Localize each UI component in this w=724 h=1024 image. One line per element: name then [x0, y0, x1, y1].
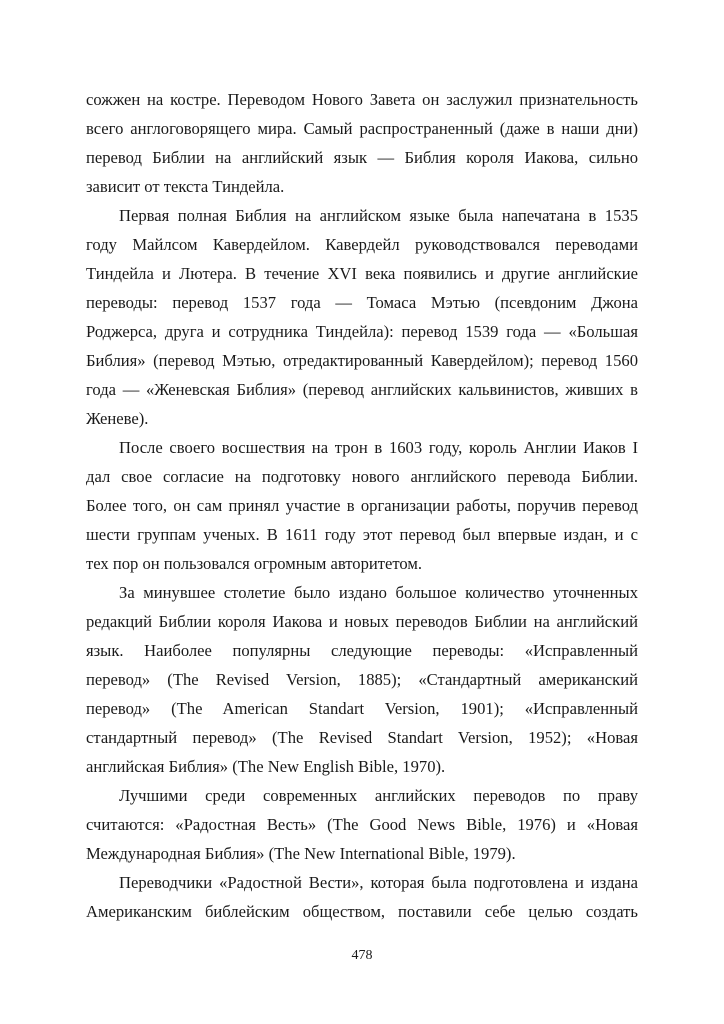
text-line: За минувшее столетие было издано большое количество уточненных: [119, 583, 638, 602]
text-line: перевод» (The American Standart Version, 1901); «Исправленный: [86, 699, 638, 718]
text-line: всего англоговорящего мира. Самый распространенный (даже в наши дни): [86, 119, 638, 138]
text-line: Переводчики «Радостной Вести», которая была подготовлена и издана: [119, 873, 638, 892]
text-line: тех пор он пользовался огромным авторитетом.: [86, 554, 423, 573]
paragraph-5: [86, 781, 638, 868]
text-line: Международная Библия» (The New International Bible, 1979).: [86, 844, 516, 863]
paragraph-2: [86, 201, 638, 433]
text-line: Женеве).: [86, 409, 149, 428]
page-number: 478: [351, 948, 373, 963]
text-line: сожжен на костре. Переводом Нового Завета он заслужил признательность: [86, 90, 638, 109]
text-line: После своего восшествия на трон в 1603 году, король Англии Иаков I: [119, 438, 638, 457]
text-line: Роджерса, друга и сотрудника Тиндейла): перевод 1539 года — «Большая: [86, 322, 638, 341]
text-line: Американским библейским обществом, поставили себе целью создать: [86, 902, 638, 921]
text-line: перевод Библии на английский язык — Библия короля Иакова, сильно: [86, 148, 638, 167]
text-line: перевод» (The Revised Version, 1885); «Стандартный американский: [86, 670, 638, 689]
text-line: считаются: «Радостная Весть» (The Good News Bible, 1976) и «Новая: [86, 815, 638, 834]
text-line: дал свое согласие на подготовку нового английского перевода Библии.: [86, 467, 638, 486]
text-line: Тиндейла и Лютера. В течение XVI века появились и другие английские: [86, 264, 638, 283]
text-line: английская Библия» (The New English Bible, 1970).: [86, 757, 446, 776]
text-line: Более того, он сам принял участие в организации работы, поручив перевод: [86, 496, 638, 515]
text-line: Лучшими среди современных английских переводов по праву: [119, 786, 638, 805]
text-line: году Майлсом Кавердейлом. Кавердейл руководствовался переводами: [86, 235, 638, 254]
body-text: [86, 85, 638, 926]
text-line: зависит от текста Тиндейла.: [86, 177, 285, 196]
paragraph-6: [86, 868, 638, 926]
paragraph-3: [86, 433, 638, 578]
text-line: переводы: перевод 1537 года — Томаса Мэтью (псевдоним Джона: [86, 293, 638, 312]
text-line: шести группам ученых. В 1611 году этот перевод был впервые издан, и с: [86, 525, 638, 544]
paragraph-4: [86, 578, 638, 781]
text-line: язык. Наиболее популярны следующие переводы: «Исправленный: [86, 641, 638, 660]
text-line: Первая полная Библия на английском языке была напечатана в 1535: [119, 206, 638, 225]
text-line: Библия» (перевод Мэтью, отредактированный Кавердейлом); перевод 1560: [86, 351, 638, 370]
text-line: редакций Библии короля Иакова и новых переводов Библии на английский: [86, 612, 638, 631]
paragraph-1: [86, 85, 638, 201]
text-line: года — «Женевская Библия» (перевод английских кальвинистов, живших в: [86, 380, 638, 399]
text-line: стандартный перевод» (The Revised Standart Version, 1952); «Новая: [86, 728, 638, 747]
